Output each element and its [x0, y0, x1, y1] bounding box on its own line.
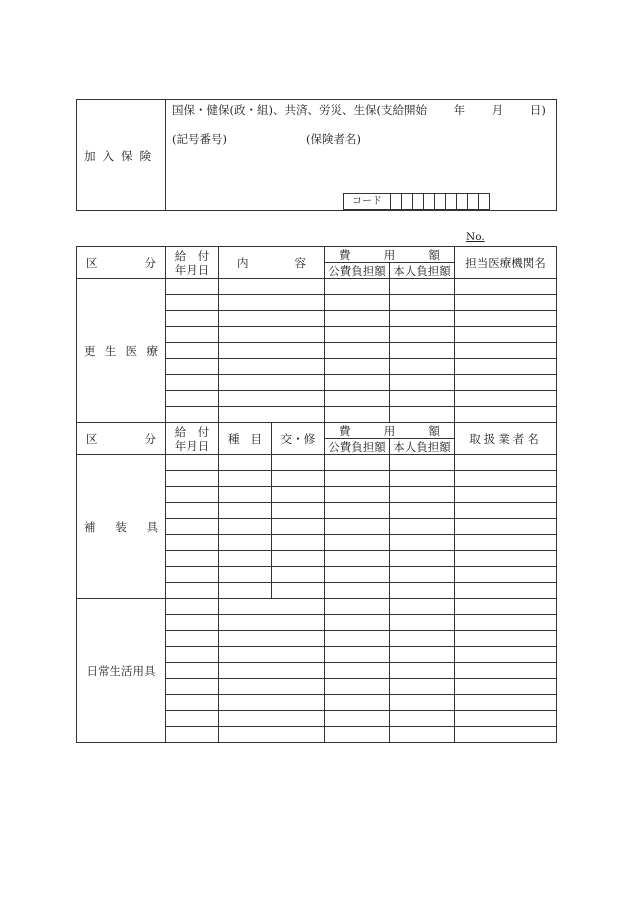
daily-living-public-cost-cell[interactable]	[325, 631, 390, 647]
assistive-vendor-cell[interactable]	[455, 487, 557, 503]
medical-institution-cell[interactable]	[455, 375, 557, 391]
assistive-exchange-repair-cell[interactable]	[272, 487, 325, 503]
assistive-exchange-repair-cell[interactable]	[272, 455, 325, 471]
code-digit-cell[interactable]	[446, 194, 457, 209]
daily-living-public-cost-cell[interactable]	[325, 599, 390, 615]
devices-header-type: 種 目	[219, 423, 272, 455]
medical-content-cell[interactable]	[219, 295, 325, 311]
assistive-date-cell[interactable]	[166, 503, 219, 519]
daily-living-vendor-cell[interactable]	[455, 631, 557, 647]
medical-public-cost-cell[interactable]	[325, 391, 390, 407]
medical-date-cell[interactable]	[166, 407, 219, 423]
assistive-section-label-char: 装	[115, 519, 127, 534]
assistive-exchange-repair-cell[interactable]	[272, 535, 325, 551]
medical-self-cost-cell[interactable]	[390, 359, 455, 375]
daily-living-vendor-cell[interactable]	[455, 663, 557, 679]
daily-living-section-label-char: 日常生活用具	[86, 663, 156, 678]
medical-public-cost-cell[interactable]	[325, 359, 390, 375]
medical-content-cell[interactable]	[219, 327, 325, 343]
insurance-types-line: 国保・健保(政・組)、共済、労災、生保(支給開始 年 月 日)	[172, 103, 546, 117]
assistive-type-cell[interactable]	[219, 503, 272, 519]
assistive-type-cell[interactable]	[219, 487, 272, 503]
assistive-self-cost-cell[interactable]	[390, 519, 455, 535]
assistive-date-cell[interactable]	[166, 567, 219, 583]
medical-institution-cell[interactable]	[455, 295, 557, 311]
daily-living-vendor-cell[interactable]	[455, 647, 557, 663]
insurance-symbol-number: (記号番号)	[172, 132, 227, 146]
assistive-vendor-cell[interactable]	[455, 567, 557, 583]
assistive-public-cost-cell[interactable]	[325, 487, 390, 503]
insurance-holder-name: (保険者名)	[306, 132, 361, 146]
medical-date-cell[interactable]	[166, 343, 219, 359]
assistive-exchange-repair-cell[interactable]	[272, 503, 325, 519]
devices-header-exchange-repair: 交・修	[272, 423, 325, 455]
medical-public-cost-cell[interactable]	[325, 311, 390, 327]
medical-content-cell[interactable]	[219, 407, 325, 423]
assistive-type-cell[interactable]	[219, 583, 272, 599]
medical-self-cost-cell[interactable]	[390, 295, 455, 311]
medical-date-cell[interactable]	[166, 327, 219, 343]
medical-content-cell[interactable]	[219, 343, 325, 359]
daily-living-vendor-cell[interactable]	[455, 727, 557, 743]
daily-living-self-cost-cell[interactable]	[390, 663, 455, 679]
assistive-section-label	[77, 455, 166, 599]
daily-living-exchange-repair-cell[interactable]	[272, 663, 325, 679]
medical-header-institution: 担当医療機関名	[455, 247, 557, 279]
assistive-public-cost-cell[interactable]	[325, 503, 390, 519]
assistive-exchange-repair-cell[interactable]	[272, 583, 325, 599]
daily-living-vendor-cell[interactable]	[455, 599, 557, 615]
daily-living-row	[77, 599, 557, 615]
medical-self-cost-cell[interactable]	[390, 375, 455, 391]
code-digit-cell[interactable]	[457, 194, 468, 209]
devices-header-cost: 費 用 額	[325, 423, 455, 439]
daily-living-vendor-cell[interactable]	[455, 679, 557, 695]
code-digit-cell[interactable]	[435, 194, 446, 209]
daily-living-public-cost-cell[interactable]	[325, 615, 390, 631]
daily-living-type-cell[interactable]	[219, 631, 272, 647]
daily-living-self-cost-cell[interactable]	[390, 647, 455, 663]
assistive-vendor-cell[interactable]	[455, 503, 557, 519]
daily-living-self-cost-cell[interactable]	[390, 727, 455, 743]
daily-living-vendor-cell[interactable]	[455, 615, 557, 631]
assistive-type-cell[interactable]	[219, 519, 272, 535]
assistive-date-cell[interactable]	[166, 455, 219, 471]
daily-living-section-label	[77, 599, 166, 743]
medical-public-cost-cell[interactable]	[325, 327, 390, 343]
medical-self-cost-cell[interactable]	[390, 279, 455, 295]
assistive-public-cost-cell[interactable]	[325, 535, 390, 551]
assistive-date-cell[interactable]	[166, 519, 219, 535]
code-digit-cell[interactable]	[424, 194, 435, 209]
daily-living-public-cost-cell[interactable]	[325, 711, 390, 727]
medical-institution-cell[interactable]	[455, 391, 557, 407]
daily-living-self-cost-cell[interactable]	[390, 631, 455, 647]
assistive-date-cell[interactable]	[166, 551, 219, 567]
medical-section-label-char: 生	[104, 343, 117, 358]
assistive-date-cell[interactable]	[166, 535, 219, 551]
daily-living-public-cost-cell[interactable]	[325, 663, 390, 679]
assistive-type-cell[interactable]	[219, 535, 272, 551]
insurance-code-field[interactable]	[343, 193, 490, 210]
daily-living-public-cost-cell[interactable]	[325, 727, 390, 743]
code-digit-cell[interactable]	[468, 194, 479, 209]
devices-header-kubun: 区 分	[77, 423, 166, 455]
daily-living-self-cost-cell[interactable]	[390, 615, 455, 631]
assistive-type-cell[interactable]	[219, 551, 272, 567]
daily-living-type-cell[interactable]	[219, 711, 272, 727]
daily-living-type-cell[interactable]	[219, 695, 272, 711]
assistive-date-cell[interactable]	[166, 583, 219, 599]
medical-section-label	[77, 279, 166, 423]
medical-content-cell[interactable]	[219, 375, 325, 391]
assistive-self-cost-cell[interactable]	[390, 535, 455, 551]
daily-living-exchange-repair-cell[interactable]	[272, 695, 325, 711]
daily-living-exchange-repair-cell[interactable]	[272, 727, 325, 743]
medical-date-cell[interactable]	[166, 359, 219, 375]
daily-living-date-cell[interactable]	[166, 711, 219, 727]
medical-header-self-cost: 本人負担額	[390, 263, 455, 279]
daily-living-self-cost-cell[interactable]	[390, 695, 455, 711]
daily-living-exchange-repair-cell[interactable]	[272, 615, 325, 631]
assistive-vendor-cell[interactable]	[455, 535, 557, 551]
medical-date-cell[interactable]	[166, 391, 219, 407]
assistive-self-cost-cell[interactable]	[390, 503, 455, 519]
code-digit-cell[interactable]	[479, 194, 489, 209]
medical-self-cost-cell[interactable]	[390, 343, 455, 359]
devices-header-vendor: 取扱業者名	[455, 423, 557, 455]
assistive-public-cost-cell[interactable]	[325, 455, 390, 471]
assistive-row	[77, 455, 557, 471]
medical-public-cost-cell[interactable]	[325, 375, 390, 391]
daily-living-exchange-repair-cell[interactable]	[272, 599, 325, 615]
medical-content-cell[interactable]	[219, 391, 325, 407]
daily-living-exchange-repair-cell[interactable]	[272, 647, 325, 663]
daily-living-type-cell[interactable]	[219, 647, 272, 663]
daily-living-self-cost-cell[interactable]	[390, 679, 455, 695]
medical-content-cell[interactable]	[219, 359, 325, 375]
medical-header-date: 給 付 年月日	[166, 247, 219, 279]
code-digit-cell[interactable]	[413, 194, 424, 209]
daily-living-public-cost-cell[interactable]	[325, 695, 390, 711]
assistive-vendor-cell[interactable]	[455, 583, 557, 599]
assistive-type-cell[interactable]	[219, 567, 272, 583]
assistive-self-cost-cell[interactable]	[390, 455, 455, 471]
medical-date-cell[interactable]	[166, 311, 219, 327]
medical-self-cost-cell[interactable]	[390, 391, 455, 407]
assistive-self-cost-cell[interactable]	[390, 487, 455, 503]
daily-living-date-cell[interactable]	[166, 647, 219, 663]
daily-living-type-cell[interactable]	[219, 599, 272, 615]
medical-date-cell[interactable]	[166, 295, 219, 311]
medical-header-kubun: 区 分	[77, 247, 166, 279]
medical-section-label-char: 療	[146, 343, 158, 358]
daily-living-date-cell[interactable]	[166, 727, 219, 743]
medical-section-label-char: 更	[84, 343, 96, 358]
medical-institution-cell[interactable]	[455, 343, 557, 359]
assistive-date-cell[interactable]	[166, 471, 219, 487]
assistive-exchange-repair-cell[interactable]	[272, 471, 325, 487]
medical-header-content: 内 容	[219, 247, 325, 279]
medical-institution-cell[interactable]	[455, 311, 557, 327]
medical-row	[77, 279, 557, 295]
medical-public-cost-cell[interactable]	[325, 279, 390, 295]
medical-header-cost: 費 用 額	[325, 247, 455, 263]
daily-living-type-cell[interactable]	[219, 727, 272, 743]
assistive-public-cost-cell[interactable]	[325, 583, 390, 599]
medical-self-cost-cell[interactable]	[390, 407, 455, 423]
daily-living-self-cost-cell[interactable]	[390, 599, 455, 615]
daily-living-vendor-cell[interactable]	[455, 711, 557, 727]
code-digit-cell[interactable]	[402, 194, 413, 209]
daily-living-type-cell[interactable]	[219, 663, 272, 679]
insurance-label: 加入保険	[84, 149, 158, 163]
code-label: コード	[344, 194, 391, 209]
medical-date-cell[interactable]	[166, 375, 219, 391]
assistive-exchange-repair-cell[interactable]	[272, 551, 325, 567]
assistive-type-cell[interactable]	[219, 455, 272, 471]
assistive-self-cost-cell[interactable]	[390, 471, 455, 487]
assistive-exchange-repair-cell[interactable]	[272, 519, 325, 535]
daily-living-public-cost-cell[interactable]	[325, 679, 390, 695]
assistive-self-cost-cell[interactable]	[390, 567, 455, 583]
insurance-label-divider	[165, 100, 166, 210]
devices-header-self-cost: 本人負担額	[390, 439, 455, 455]
daily-living-type-cell[interactable]	[219, 679, 272, 695]
daily-living-exchange-repair-cell[interactable]	[272, 631, 325, 647]
medical-institution-cell[interactable]	[455, 327, 557, 343]
record-number-label: No.	[466, 231, 485, 243]
daily-living-type-cell[interactable]	[219, 615, 272, 631]
assistive-self-cost-cell[interactable]	[390, 583, 455, 599]
assistive-type-cell[interactable]	[219, 471, 272, 487]
devices-table	[76, 422, 557, 743]
daily-living-date-cell[interactable]	[166, 631, 219, 647]
medical-content-cell[interactable]	[219, 311, 325, 327]
medical-header-public-cost: 公費負担額	[325, 263, 390, 279]
medical-self-cost-cell[interactable]	[390, 311, 455, 327]
daily-living-date-cell[interactable]	[166, 679, 219, 695]
medical-content-cell[interactable]	[219, 279, 325, 295]
medical-public-cost-cell[interactable]	[325, 407, 390, 423]
medical-public-cost-cell[interactable]	[325, 295, 390, 311]
daily-living-self-cost-cell[interactable]	[390, 711, 455, 727]
medical-institution-cell[interactable]	[455, 359, 557, 375]
assistive-exchange-repair-cell[interactable]	[272, 567, 325, 583]
devices-header-date: 給 付 年月日	[166, 423, 219, 455]
assistive-section-label-char: 具	[146, 519, 158, 534]
assistive-section-label-char: 補	[84, 519, 96, 534]
daily-living-vendor-cell[interactable]	[455, 695, 557, 711]
code-digit-cell[interactable]	[391, 194, 402, 209]
medical-date-cell[interactable]	[166, 279, 219, 295]
medical-institution-cell[interactable]	[455, 407, 557, 423]
devices-header-public-cost: 公費負担額	[325, 439, 390, 455]
assistive-date-cell[interactable]	[166, 487, 219, 503]
assistive-vendor-cell[interactable]	[455, 551, 557, 567]
daily-living-exchange-repair-cell[interactable]	[272, 679, 325, 695]
daily-living-date-cell[interactable]	[166, 615, 219, 631]
assistive-public-cost-cell[interactable]	[325, 567, 390, 583]
medical-self-cost-cell[interactable]	[390, 327, 455, 343]
assistive-vendor-cell[interactable]	[455, 471, 557, 487]
assistive-vendor-cell[interactable]	[455, 519, 557, 535]
medical-public-cost-cell[interactable]	[325, 343, 390, 359]
daily-living-public-cost-cell[interactable]	[325, 647, 390, 663]
assistive-self-cost-cell[interactable]	[390, 551, 455, 567]
daily-living-exchange-repair-cell[interactable]	[272, 711, 325, 727]
medical-table	[76, 246, 557, 423]
daily-living-date-cell[interactable]	[166, 599, 219, 615]
daily-living-date-cell[interactable]	[166, 695, 219, 711]
daily-living-date-cell[interactable]	[166, 663, 219, 679]
assistive-vendor-cell[interactable]	[455, 455, 557, 471]
medical-section-label-char: 医	[125, 343, 138, 358]
assistive-public-cost-cell[interactable]	[325, 551, 390, 567]
assistive-public-cost-cell[interactable]	[325, 519, 390, 535]
assistive-public-cost-cell[interactable]	[325, 471, 390, 487]
medical-institution-cell[interactable]	[455, 279, 557, 295]
insurance-box	[76, 99, 557, 211]
